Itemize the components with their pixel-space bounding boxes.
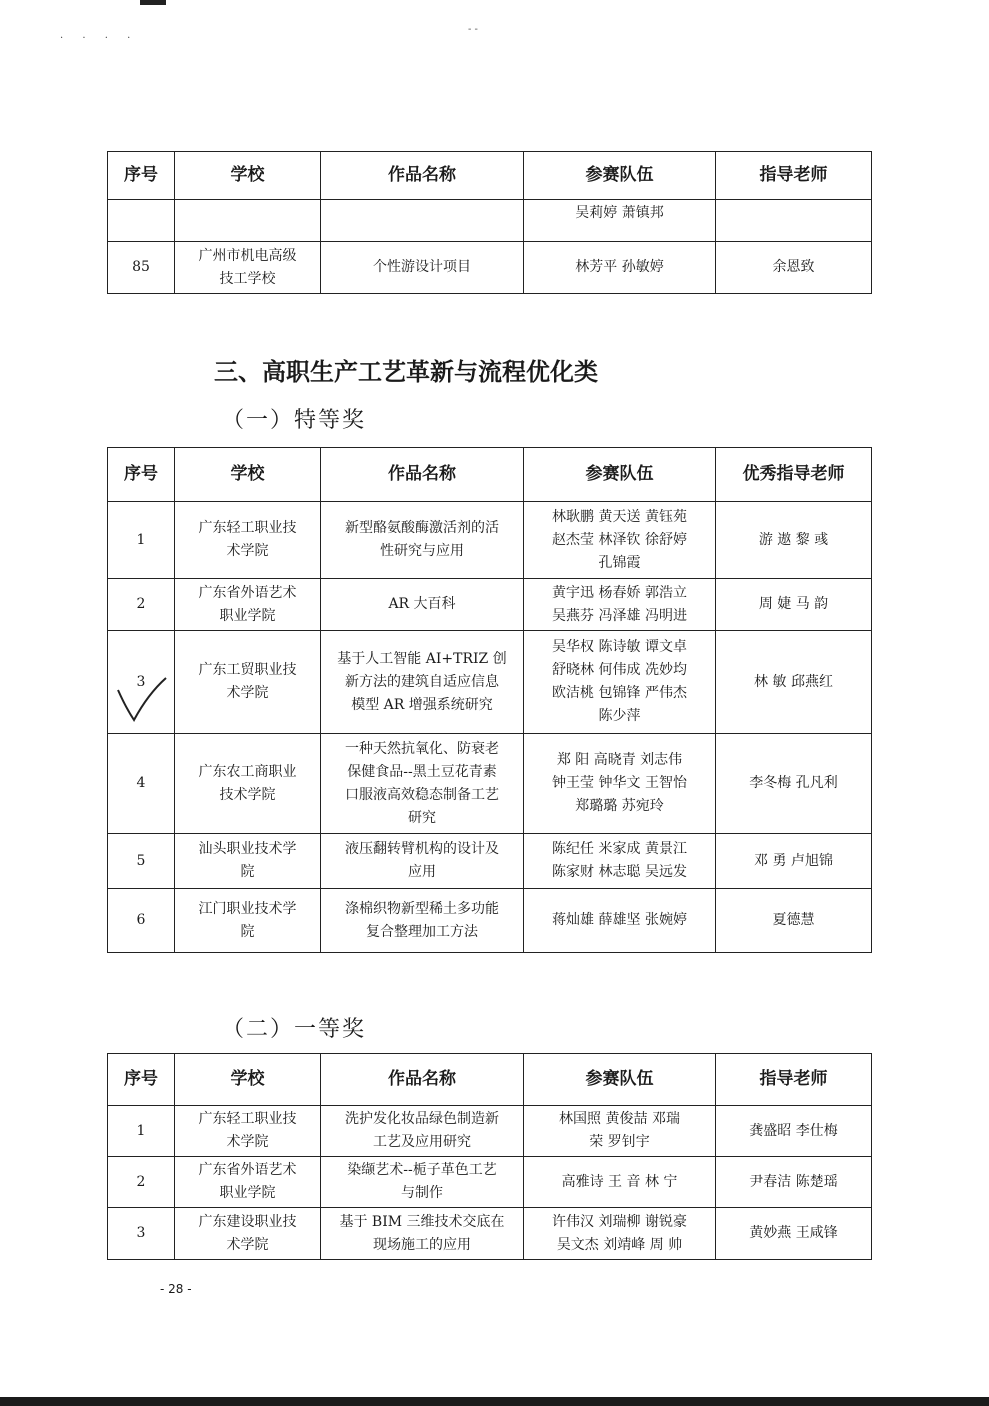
- col-header: 作品名称: [321, 152, 524, 200]
- col-header: 序号: [108, 1054, 175, 1106]
- cell-team: 吴莉婷 萧镇邦: [524, 200, 716, 242]
- cell-team: 林国照 黄俊喆 邓瑞 荣 罗钊宇: [524, 1106, 716, 1157]
- cell-project: AR 大百科: [321, 579, 524, 631]
- table-row: [108, 242, 872, 294]
- col-header: 序号: [108, 448, 175, 502]
- cell-team: 林耿鹏 黄天送 黄钰苑 赵杰莹 林泽钦 徐舒婷 孔锦霞: [524, 502, 716, 579]
- col-header: 参赛队伍: [524, 152, 716, 200]
- cell-index: 6: [108, 889, 175, 953]
- cell-advisor: 周 婕 马 韵: [716, 579, 872, 631]
- cell-project: 个性游设计项目: [321, 242, 524, 294]
- first-award-title: （二）一等奖: [222, 1017, 367, 1042]
- cell-school: 广东轻工职业技 术学院: [175, 1106, 321, 1157]
- cell-advisor: 黄妙燕 王咸锋: [716, 1208, 872, 1260]
- cell-index: 4: [108, 734, 175, 834]
- cell-project: 一种天然抗氧化、防衰老 保健食品--黑土豆花青素 口服液高效稳态制备工艺 研究: [321, 734, 524, 834]
- col-header: 指导老师: [716, 152, 872, 200]
- cell-advisor: 尹春洁 陈楚瑶: [716, 1157, 872, 1208]
- table-row: [108, 734, 872, 834]
- cell-index: 3: [108, 1208, 175, 1260]
- first-award-table: [107, 1053, 872, 1260]
- cell-team: 蒋灿雄 薛雄坚 张婉婷: [524, 889, 716, 953]
- table-header-row: [108, 152, 872, 200]
- col-header: 学校: [175, 1054, 321, 1106]
- table-row: [108, 631, 872, 734]
- cell-school: 广东农工商职业 技术学院: [175, 734, 321, 834]
- cell-team: 高雅诗 王 音 林 宁: [524, 1157, 716, 1208]
- cell-project: 涤棉织物新型稀土多功能 复合整理加工方法: [321, 889, 524, 953]
- cell-index: 1: [108, 1106, 175, 1157]
- cell-project: 基于 BIM 三维技术交底在 现场施工的应用: [321, 1208, 524, 1260]
- cell-advisor: 夏德慧: [716, 889, 872, 953]
- cell-advisor: 游 遨 黎 彧: [716, 502, 872, 579]
- col-header: 序号: [108, 152, 175, 200]
- section-title: 三、高职生产工艺革新与流程优化类: [214, 358, 598, 386]
- col-header: 作品名称: [321, 1054, 524, 1106]
- cell-school: 江门职业技术学 院: [175, 889, 321, 953]
- cell-index: 85: [108, 242, 175, 294]
- cell-team: 黄宇迅 杨春娇 郭浩立 吴燕芬 冯泽雄 冯明进: [524, 579, 716, 631]
- cell-team: 林芳平 孙敏婷: [524, 242, 716, 294]
- col-header: 参赛队伍: [524, 1054, 716, 1106]
- cell-school: 广东建设职业技 术学院: [175, 1208, 321, 1260]
- cell-school: 广东省外语艺术 职业学院: [175, 1157, 321, 1208]
- cell-advisor: 余恩致: [716, 242, 872, 294]
- cell-index: 1: [108, 502, 175, 579]
- scan-speck: - -: [468, 24, 478, 35]
- cell-school: 广东省外语艺术 职业学院: [175, 579, 321, 631]
- cell-project: 新型酪氨酸酶激活剂的活 性研究与应用: [321, 502, 524, 579]
- cell-school: 汕头职业技术学 院: [175, 834, 321, 889]
- table-row: [108, 1208, 872, 1260]
- cell-school: 广东工贸职业技 术学院: [175, 631, 321, 734]
- table-row: [108, 579, 872, 631]
- table-header-row: [108, 1054, 872, 1106]
- cell-index: 2: [108, 1157, 175, 1208]
- cell-team: 吴华权 陈诗敏 谭文卓 舒晓林 何伟成 冼妙均 欧洁桃 包锦锋 严伟杰 陈少萍: [524, 631, 716, 734]
- special-award-title: （一）特等奖: [222, 408, 367, 433]
- cell-advisor: 林 敏 邱燕红: [716, 631, 872, 734]
- cell-advisor: 龚盛昭 李仕梅: [716, 1106, 872, 1157]
- cell-advisor: [716, 200, 872, 242]
- cell-advisor: 邓 勇 卢旭锦: [716, 834, 872, 889]
- col-header: 参赛队伍: [524, 448, 716, 502]
- col-header: 学校: [175, 152, 321, 200]
- scan-mark-top: [140, 0, 166, 5]
- table-row: [108, 889, 872, 953]
- scan-mark-bottom: [0, 1397, 989, 1406]
- cell-project: 基于人工智能 AI+TRIZ 创 新方法的建筑自适应信息 模型 AR 增强系统研究: [321, 631, 524, 734]
- cell-project: 洗护发化妆品绿色制造新 工艺及应用研究: [321, 1106, 524, 1157]
- cell-index: 2: [108, 579, 175, 631]
- cell-project: 染缬艺术--栀子革色工艺 与制作: [321, 1157, 524, 1208]
- cell-project: 液压翻转臂机构的设计及 应用: [321, 834, 524, 889]
- table-row: [108, 502, 872, 579]
- table-row: [108, 834, 872, 889]
- table-row: [108, 200, 872, 242]
- cell-school: 广州市机电高级 技工学校: [175, 242, 321, 294]
- col-header: 优秀指导老师: [716, 448, 872, 502]
- col-header: 指导老师: [716, 1054, 872, 1106]
- special-award-table: [107, 447, 872, 953]
- col-header: 学校: [175, 448, 321, 502]
- col-header: 作品名称: [321, 448, 524, 502]
- continued-award-table: [107, 151, 872, 294]
- scan-specks: . . . .: [60, 30, 139, 41]
- cell-team: 郑 阳 高晓青 刘志伟 钟王莹 钟华文 王智怡 郑璐璐 苏宛玲: [524, 734, 716, 834]
- cell-project: [321, 200, 524, 242]
- page-number: - 28 -: [160, 1282, 192, 1296]
- cell-school: [175, 200, 321, 242]
- table-row: [108, 1157, 872, 1208]
- cell-team: 陈纪任 米家成 黄景江 陈家财 林志聪 吴远发: [524, 834, 716, 889]
- cell-index: 5: [108, 834, 175, 889]
- cell-team: 许伟汉 刘瑞柳 谢锐豪 吴文杰 刘靖峰 周 帅: [524, 1208, 716, 1260]
- table-header-row: [108, 448, 872, 502]
- handwritten-checkmark: [112, 672, 172, 732]
- cell-index: 3: [108, 631, 175, 734]
- cell-index: [108, 200, 175, 242]
- cell-school: 广东轻工职业技 术学院: [175, 502, 321, 579]
- table-row: [108, 1106, 872, 1157]
- cell-advisor: 李冬梅 孔凡利: [716, 734, 872, 834]
